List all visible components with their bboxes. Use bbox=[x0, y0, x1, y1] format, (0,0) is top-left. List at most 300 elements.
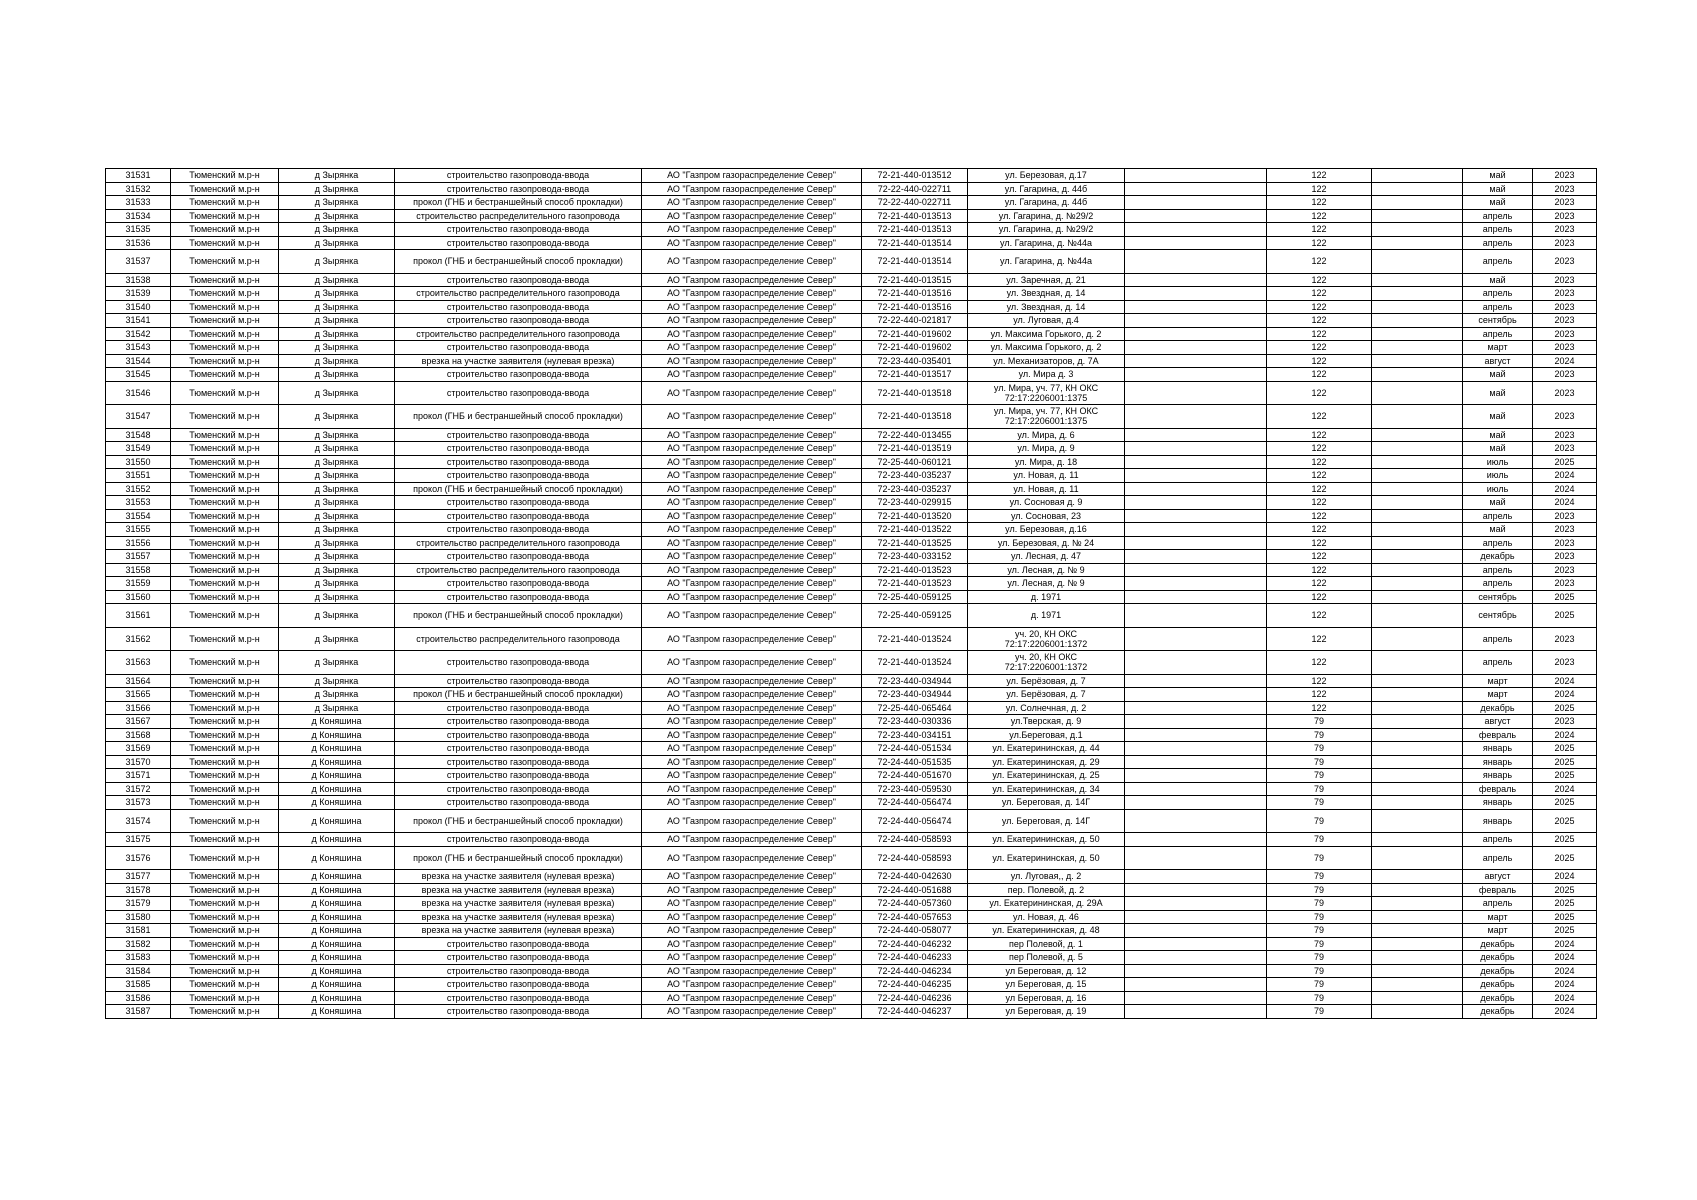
request-number-cell: 72-24-440-056474 bbox=[862, 796, 968, 810]
district-cell: Тюменский м.р-н bbox=[171, 550, 279, 564]
district-cell: Тюменский м.р-н bbox=[171, 196, 279, 210]
settlement-cell: д Зырянка bbox=[279, 209, 395, 223]
request-number-cell: 72-23-440-033152 bbox=[862, 550, 968, 564]
table-row bbox=[106, 1005, 1597, 1019]
value-cell: 122 bbox=[1267, 182, 1372, 196]
empty-cell bbox=[1125, 381, 1267, 405]
organization-cell: АО "Газпром газораспределение Север" bbox=[642, 455, 862, 469]
row-number-cell: 31552 bbox=[106, 482, 171, 496]
month-cell: май bbox=[1463, 496, 1533, 510]
row-number-cell: 31568 bbox=[106, 728, 171, 742]
request-number-cell: 72-24-440-051688 bbox=[862, 883, 968, 897]
year-cell: 2023 bbox=[1533, 563, 1597, 577]
row-number-cell: 31554 bbox=[106, 509, 171, 523]
month-cell: март bbox=[1463, 674, 1533, 688]
value-cell: 122 bbox=[1267, 523, 1372, 537]
year-cell: 2023 bbox=[1533, 236, 1597, 250]
empty-cell bbox=[1125, 509, 1267, 523]
work-type-cell: врезка на участке заявителя (нулевая врезка) bbox=[395, 897, 642, 911]
empty-cell bbox=[1125, 300, 1267, 314]
table-row bbox=[106, 381, 1597, 405]
settlement-cell: д Коняшина bbox=[279, 964, 395, 978]
empty-cell bbox=[1125, 482, 1267, 496]
settlement-cell: д Зырянка bbox=[279, 482, 395, 496]
year-cell: 2023 bbox=[1533, 368, 1597, 382]
request-number-cell: 72-22-440-021817 bbox=[862, 314, 968, 328]
settlement-cell: д Коняшина bbox=[279, 910, 395, 924]
work-type-cell: строительство газопровода-ввода bbox=[395, 469, 642, 483]
request-number-cell: 72-21-440-019602 bbox=[862, 341, 968, 355]
request-number-cell: 72-21-440-013523 bbox=[862, 577, 968, 591]
year-cell: 2024 bbox=[1533, 728, 1597, 742]
empty-cell bbox=[1372, 496, 1463, 510]
value-cell: 122 bbox=[1267, 341, 1372, 355]
empty-cell bbox=[1372, 674, 1463, 688]
empty-cell bbox=[1125, 688, 1267, 702]
value-cell: 122 bbox=[1267, 688, 1372, 702]
value-cell: 79 bbox=[1267, 1005, 1372, 1019]
settlement-cell: д Зырянка bbox=[279, 496, 395, 510]
organization-cell: АО "Газпром газораспределение Север" bbox=[642, 442, 862, 456]
work-type-cell: строительство газопровода-ввода bbox=[395, 715, 642, 729]
organization-cell: АО "Газпром газораспределение Север" bbox=[642, 796, 862, 810]
request-number-cell: 72-24-440-046235 bbox=[862, 978, 968, 992]
address-cell: ул. Новая, д. 11 bbox=[968, 469, 1125, 483]
year-cell: 2025 bbox=[1533, 769, 1597, 783]
address-cell: ул. Береговая, д. 14Г bbox=[968, 809, 1125, 833]
organization-cell: АО "Газпром газораспределение Север" bbox=[642, 883, 862, 897]
district-cell: Тюменский м.р-н bbox=[171, 405, 279, 429]
request-number-cell: 72-23-440-035237 bbox=[862, 469, 968, 483]
row-number-cell: 31570 bbox=[106, 755, 171, 769]
district-cell: Тюменский м.р-н bbox=[171, 455, 279, 469]
value-cell: 122 bbox=[1267, 550, 1372, 564]
settlement-cell: д Зырянка bbox=[279, 196, 395, 210]
district-cell: Тюменский м.р-н bbox=[171, 381, 279, 405]
value-cell: 122 bbox=[1267, 563, 1372, 577]
empty-cell bbox=[1125, 782, 1267, 796]
request-number-cell: 72-24-440-058077 bbox=[862, 924, 968, 938]
work-type-cell: строительство распределительного газопровода bbox=[395, 536, 642, 550]
address-cell: ул. Луговая,, д. 2 bbox=[968, 870, 1125, 884]
table-row bbox=[106, 964, 1597, 978]
settlement-cell: д Зырянка bbox=[279, 314, 395, 328]
row-number-cell: 31546 bbox=[106, 381, 171, 405]
organization-cell: АО "Газпром газораспределение Север" bbox=[642, 169, 862, 183]
work-type-cell: строительство газопровода-ввода bbox=[395, 223, 642, 237]
table-row bbox=[106, 523, 1597, 537]
year-cell: 2024 bbox=[1533, 782, 1597, 796]
organization-cell: АО "Газпром газораспределение Север" bbox=[642, 742, 862, 756]
settlement-cell: д Коняшина bbox=[279, 883, 395, 897]
work-type-cell: строительство газопровода-ввода bbox=[395, 182, 642, 196]
settlement-cell: д Коняшина bbox=[279, 978, 395, 992]
empty-cell bbox=[1125, 1005, 1267, 1019]
work-type-cell: строительство распределительного газопровода bbox=[395, 563, 642, 577]
address-cell: ул. Сосновая д. 9 bbox=[968, 496, 1125, 510]
address-cell: ул.Тверская, д. 9 bbox=[968, 715, 1125, 729]
month-cell: апрель bbox=[1463, 563, 1533, 577]
value-cell: 122 bbox=[1267, 455, 1372, 469]
table-row bbox=[106, 354, 1597, 368]
row-number-cell: 31575 bbox=[106, 833, 171, 847]
row-number-cell: 31548 bbox=[106, 428, 171, 442]
empty-cell bbox=[1125, 715, 1267, 729]
district-cell: Тюменский м.р-н bbox=[171, 523, 279, 537]
address-cell: пер Полевой, д. 5 bbox=[968, 951, 1125, 965]
year-cell: 2025 bbox=[1533, 755, 1597, 769]
empty-cell bbox=[1372, 428, 1463, 442]
value-cell: 122 bbox=[1267, 442, 1372, 456]
month-cell: июль bbox=[1463, 469, 1533, 483]
table-row bbox=[106, 910, 1597, 924]
settlement-cell: д Зырянка bbox=[279, 469, 395, 483]
work-type-cell: строительство газопровода-ввода bbox=[395, 991, 642, 1005]
work-type-cell: прокол (ГНБ и бестраншейный способ прокладки) bbox=[395, 196, 642, 210]
empty-cell bbox=[1372, 651, 1463, 675]
table-row bbox=[106, 809, 1597, 833]
year-cell: 2024 bbox=[1533, 937, 1597, 951]
settlement-cell: д Коняшина bbox=[279, 991, 395, 1005]
district-cell: Тюменский м.р-н bbox=[171, 651, 279, 675]
settlement-cell: д Коняшина bbox=[279, 782, 395, 796]
empty-cell bbox=[1125, 368, 1267, 382]
table-row bbox=[106, 651, 1597, 675]
empty-cell bbox=[1372, 769, 1463, 783]
district-cell: Тюменский м.р-н bbox=[171, 223, 279, 237]
month-cell: февраль bbox=[1463, 883, 1533, 897]
table-row bbox=[106, 368, 1597, 382]
address-cell: ул. Максима Горького, д. 2 bbox=[968, 327, 1125, 341]
table-row bbox=[106, 236, 1597, 250]
request-number-cell: 72-23-440-059530 bbox=[862, 782, 968, 796]
value-cell: 122 bbox=[1267, 327, 1372, 341]
empty-cell bbox=[1125, 428, 1267, 442]
empty-cell bbox=[1372, 169, 1463, 183]
work-type-cell: строительство газопровода-ввода bbox=[395, 523, 642, 537]
work-type-cell: строительство газопровода-ввода bbox=[395, 833, 642, 847]
year-cell: 2023 bbox=[1533, 314, 1597, 328]
value-cell: 122 bbox=[1267, 300, 1372, 314]
district-cell: Тюменский м.р-н bbox=[171, 964, 279, 978]
organization-cell: АО "Газпром газораспределение Север" bbox=[642, 910, 862, 924]
district-cell: Тюменский м.р-н bbox=[171, 846, 279, 870]
month-cell: январь bbox=[1463, 755, 1533, 769]
request-number-cell: 72-21-440-013513 bbox=[862, 223, 968, 237]
organization-cell: АО "Газпром газораспределение Север" bbox=[642, 223, 862, 237]
empty-cell bbox=[1125, 496, 1267, 510]
year-cell: 2025 bbox=[1533, 910, 1597, 924]
row-number-cell: 31567 bbox=[106, 715, 171, 729]
month-cell: апрель bbox=[1463, 897, 1533, 911]
district-cell: Тюменский м.р-н bbox=[171, 809, 279, 833]
settlement-cell: д Коняшина bbox=[279, 846, 395, 870]
month-cell: декабрь bbox=[1463, 991, 1533, 1005]
settlement-cell: д Зырянка bbox=[279, 354, 395, 368]
district-cell: Тюменский м.р-н bbox=[171, 688, 279, 702]
request-number-cell: 72-21-440-013518 bbox=[862, 405, 968, 429]
work-type-cell: строительство распределительного газопровода bbox=[395, 287, 642, 301]
district-cell: Тюменский м.р-н bbox=[171, 341, 279, 355]
table-row bbox=[106, 223, 1597, 237]
month-cell: февраль bbox=[1463, 782, 1533, 796]
address-cell: ул. Гагарина, д. №29/2 bbox=[968, 209, 1125, 223]
empty-cell bbox=[1372, 469, 1463, 483]
empty-cell bbox=[1125, 536, 1267, 550]
request-number-cell: 72-21-440-013517 bbox=[862, 368, 968, 382]
address-cell: ул. Гагарина, д. №44а bbox=[968, 250, 1125, 274]
value-cell: 122 bbox=[1267, 273, 1372, 287]
work-type-cell: строительство газопровода-ввода bbox=[395, 314, 642, 328]
table-row bbox=[106, 715, 1597, 729]
empty-cell bbox=[1372, 924, 1463, 938]
empty-cell bbox=[1372, 442, 1463, 456]
month-cell: апрель bbox=[1463, 509, 1533, 523]
table-row bbox=[106, 870, 1597, 884]
table-row bbox=[106, 833, 1597, 847]
row-number-cell: 31531 bbox=[106, 169, 171, 183]
month-cell: август bbox=[1463, 354, 1533, 368]
year-cell: 2025 bbox=[1533, 846, 1597, 870]
month-cell: май bbox=[1463, 273, 1533, 287]
address-cell: ул.Береговая, д.1 bbox=[968, 728, 1125, 742]
settlement-cell: д Зырянка bbox=[279, 563, 395, 577]
year-cell: 2024 bbox=[1533, 978, 1597, 992]
address-cell: ул Береговая, д. 19 bbox=[968, 1005, 1125, 1019]
empty-cell bbox=[1372, 236, 1463, 250]
value-cell: 79 bbox=[1267, 897, 1372, 911]
district-cell: Тюменский м.р-н bbox=[171, 910, 279, 924]
organization-cell: АО "Газпром газораспределение Север" bbox=[642, 273, 862, 287]
month-cell: сентябрь bbox=[1463, 314, 1533, 328]
organization-cell: АО "Газпром газораспределение Север" bbox=[642, 688, 862, 702]
district-cell: Тюменский м.р-н bbox=[171, 924, 279, 938]
empty-cell bbox=[1125, 604, 1267, 628]
empty-cell bbox=[1125, 809, 1267, 833]
empty-cell bbox=[1125, 236, 1267, 250]
address-cell: уч. 20, КН ОКС 72:17:2206001:1372 bbox=[968, 651, 1125, 675]
month-cell: апрель bbox=[1463, 250, 1533, 274]
settlement-cell: д Коняшина bbox=[279, 796, 395, 810]
work-type-cell: строительство газопровода-ввода bbox=[395, 728, 642, 742]
empty-cell bbox=[1372, 381, 1463, 405]
request-number-cell: 72-22-440-022711 bbox=[862, 182, 968, 196]
address-cell: ул. Екатерининская, д. 44 bbox=[968, 742, 1125, 756]
row-number-cell: 31555 bbox=[106, 523, 171, 537]
district-cell: Тюменский м.р-н bbox=[171, 287, 279, 301]
district-cell: Тюменский м.р-н bbox=[171, 728, 279, 742]
request-number-cell: 72-24-440-056474 bbox=[862, 809, 968, 833]
work-type-cell: строительство газопровода-ввода bbox=[395, 964, 642, 978]
address-cell: ул. Мира д. 3 bbox=[968, 368, 1125, 382]
address-cell: пер. Полевой, д. 2 bbox=[968, 883, 1125, 897]
year-cell: 2023 bbox=[1533, 300, 1597, 314]
empty-cell bbox=[1125, 341, 1267, 355]
empty-cell bbox=[1372, 455, 1463, 469]
empty-cell bbox=[1125, 469, 1267, 483]
year-cell: 2024 bbox=[1533, 482, 1597, 496]
request-number-cell: 72-21-440-013518 bbox=[862, 381, 968, 405]
organization-cell: АО "Газпром газораспределение Север" bbox=[642, 870, 862, 884]
request-number-cell: 72-21-440-013520 bbox=[862, 509, 968, 523]
value-cell: 79 bbox=[1267, 796, 1372, 810]
address-cell: ул. Екатерининская, д. 29А bbox=[968, 897, 1125, 911]
settlement-cell: д Зырянка bbox=[279, 523, 395, 537]
year-cell: 2025 bbox=[1533, 796, 1597, 810]
organization-cell: АО "Газпром газораспределение Север" bbox=[642, 496, 862, 510]
district-cell: Тюменский м.р-н bbox=[171, 701, 279, 715]
district-cell: Тюменский м.р-н bbox=[171, 796, 279, 810]
request-number-cell: 72-21-440-013514 bbox=[862, 250, 968, 274]
work-type-cell: прокол (ГНБ и бестраншейный способ прокладки) bbox=[395, 482, 642, 496]
district-cell: Тюменский м.р-н bbox=[171, 442, 279, 456]
row-number-cell: 31580 bbox=[106, 910, 171, 924]
empty-cell bbox=[1372, 223, 1463, 237]
value-cell: 122 bbox=[1267, 701, 1372, 715]
request-number-cell: 72-24-440-046233 bbox=[862, 951, 968, 965]
empty-cell bbox=[1372, 742, 1463, 756]
district-cell: Тюменский м.р-н bbox=[171, 951, 279, 965]
request-number-cell: 72-21-440-013525 bbox=[862, 536, 968, 550]
year-cell: 2023 bbox=[1533, 550, 1597, 564]
request-number-cell: 72-23-440-029915 bbox=[862, 496, 968, 510]
organization-cell: АО "Газпром газораспределение Север" bbox=[642, 951, 862, 965]
year-cell: 2024 bbox=[1533, 870, 1597, 884]
year-cell: 2024 bbox=[1533, 674, 1597, 688]
empty-cell bbox=[1372, 209, 1463, 223]
month-cell: декабрь bbox=[1463, 937, 1533, 951]
table-row bbox=[106, 627, 1597, 651]
organization-cell: АО "Газпром газораспределение Север" bbox=[642, 469, 862, 483]
row-number-cell: 31564 bbox=[106, 674, 171, 688]
row-number-cell: 31544 bbox=[106, 354, 171, 368]
year-cell: 2024 bbox=[1533, 1005, 1597, 1019]
empty-cell bbox=[1125, 674, 1267, 688]
address-cell: ул. Мира, д. 18 bbox=[968, 455, 1125, 469]
request-number-cell: 72-24-440-057653 bbox=[862, 910, 968, 924]
district-cell: Тюменский м.р-н bbox=[171, 300, 279, 314]
empty-cell bbox=[1372, 341, 1463, 355]
address-cell: ул. Гагарина, д. №29/2 bbox=[968, 223, 1125, 237]
settlement-cell: д Зырянка bbox=[279, 287, 395, 301]
empty-cell bbox=[1125, 701, 1267, 715]
value-cell: 79 bbox=[1267, 846, 1372, 870]
empty-cell bbox=[1372, 590, 1463, 604]
district-cell: Тюменский м.р-н bbox=[171, 509, 279, 523]
settlement-cell: д Коняшина bbox=[279, 833, 395, 847]
table-row bbox=[106, 209, 1597, 223]
month-cell: май bbox=[1463, 442, 1533, 456]
empty-cell bbox=[1125, 742, 1267, 756]
table-row bbox=[106, 951, 1597, 965]
district-cell: Тюменский м.р-н bbox=[171, 236, 279, 250]
month-cell: декабрь bbox=[1463, 550, 1533, 564]
year-cell: 2023 bbox=[1533, 287, 1597, 301]
year-cell: 2023 bbox=[1533, 577, 1597, 591]
empty-cell bbox=[1125, 314, 1267, 328]
month-cell: декабрь bbox=[1463, 951, 1533, 965]
settlement-cell: д Зырянка bbox=[279, 368, 395, 382]
organization-cell: АО "Газпром газораспределение Север" bbox=[642, 287, 862, 301]
month-cell: май bbox=[1463, 405, 1533, 429]
month-cell: декабрь bbox=[1463, 964, 1533, 978]
table-row bbox=[106, 742, 1597, 756]
empty-cell bbox=[1372, 883, 1463, 897]
organization-cell: АО "Газпром газораспределение Север" bbox=[642, 590, 862, 604]
value-cell: 79 bbox=[1267, 742, 1372, 756]
table-row bbox=[106, 769, 1597, 783]
year-cell: 2024 bbox=[1533, 496, 1597, 510]
district-cell: Тюменский м.р-н bbox=[171, 169, 279, 183]
row-number-cell: 31537 bbox=[106, 250, 171, 274]
work-type-cell: прокол (ГНБ и бестраншейный способ прокладки) bbox=[395, 405, 642, 429]
request-number-cell: 72-21-440-019602 bbox=[862, 327, 968, 341]
request-number-cell: 72-21-440-013524 bbox=[862, 627, 968, 651]
request-number-cell: 72-25-440-065464 bbox=[862, 701, 968, 715]
organization-cell: АО "Газпром газораспределение Север" bbox=[642, 651, 862, 675]
organization-cell: АО "Газпром газораспределение Север" bbox=[642, 755, 862, 769]
table-row bbox=[106, 978, 1597, 992]
work-type-cell: строительство газопровода-ввода bbox=[395, 455, 642, 469]
row-number-cell: 31576 bbox=[106, 846, 171, 870]
organization-cell: АО "Газпром газораспределение Север" bbox=[642, 523, 862, 537]
district-cell: Тюменский м.р-н bbox=[171, 769, 279, 783]
settlement-cell: д Коняшина bbox=[279, 870, 395, 884]
empty-cell bbox=[1125, 577, 1267, 591]
address-cell: д. 1971 bbox=[968, 590, 1125, 604]
request-number-cell: 72-24-440-042630 bbox=[862, 870, 968, 884]
work-type-cell: строительство газопровода-ввода bbox=[395, 937, 642, 951]
settlement-cell: д Зырянка bbox=[279, 577, 395, 591]
table-row bbox=[106, 314, 1597, 328]
address-cell: ул. Екатерининская, д. 50 bbox=[968, 833, 1125, 847]
organization-cell: АО "Газпром газораспределение Север" bbox=[642, 924, 862, 938]
value-cell: 79 bbox=[1267, 715, 1372, 729]
year-cell: 2023 bbox=[1533, 536, 1597, 550]
value-cell: 79 bbox=[1267, 883, 1372, 897]
request-number-cell: 72-21-440-013522 bbox=[862, 523, 968, 537]
work-type-cell: строительство газопровода-ввода bbox=[395, 341, 642, 355]
work-type-cell: строительство газопровода-ввода bbox=[395, 1005, 642, 1019]
row-number-cell: 31574 bbox=[106, 809, 171, 833]
work-type-cell: строительство газопровода-ввода bbox=[395, 442, 642, 456]
district-cell: Тюменский м.р-н bbox=[171, 250, 279, 274]
address-cell: ул Береговая, д. 15 bbox=[968, 978, 1125, 992]
empty-cell bbox=[1372, 978, 1463, 992]
work-type-cell: строительство газопровода-ввода bbox=[395, 796, 642, 810]
empty-cell bbox=[1372, 604, 1463, 628]
request-number-cell: 72-24-440-051670 bbox=[862, 769, 968, 783]
address-cell: ул. Лесная, д. 47 bbox=[968, 550, 1125, 564]
month-cell: апрель bbox=[1463, 327, 1533, 341]
value-cell: 79 bbox=[1267, 782, 1372, 796]
district-cell: Тюменский м.р-н bbox=[171, 937, 279, 951]
empty-cell bbox=[1372, 937, 1463, 951]
empty-cell bbox=[1125, 897, 1267, 911]
year-cell: 2023 bbox=[1533, 250, 1597, 274]
table-row bbox=[106, 300, 1597, 314]
work-type-cell: строительство распределительного газопровода bbox=[395, 627, 642, 651]
district-cell: Тюменский м.р-н bbox=[171, 182, 279, 196]
row-number-cell: 31547 bbox=[106, 405, 171, 429]
district-cell: Тюменский м.р-н bbox=[171, 870, 279, 884]
address-cell: уч. 20, КН ОКС 72:17:2206001:1372 bbox=[968, 627, 1125, 651]
request-number-cell: 72-22-440-022711 bbox=[862, 196, 968, 210]
row-number-cell: 31565 bbox=[106, 688, 171, 702]
empty-cell bbox=[1125, 833, 1267, 847]
request-number-cell: 72-24-440-051534 bbox=[862, 742, 968, 756]
district-cell: Тюменский м.р-н bbox=[171, 755, 279, 769]
